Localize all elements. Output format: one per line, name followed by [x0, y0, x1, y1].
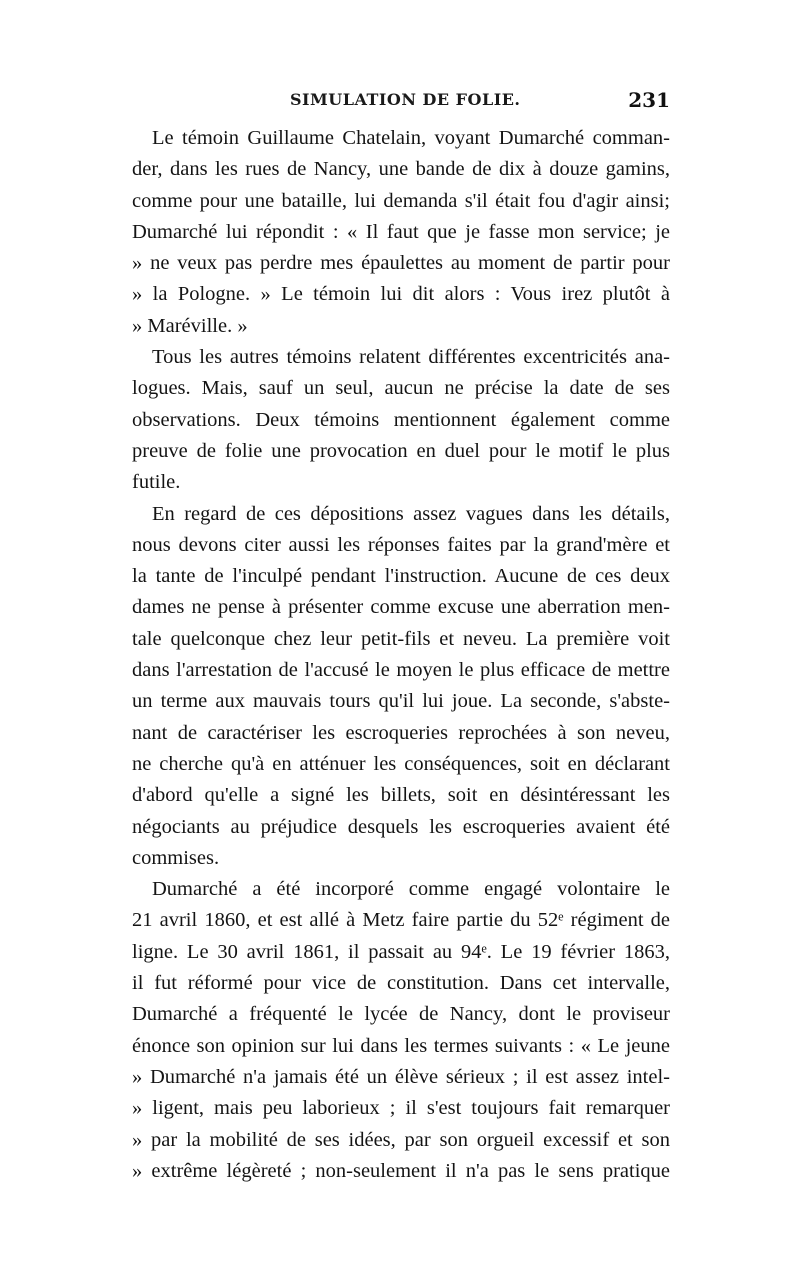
text-line: observations. Deux témoins mentionnent également comme — [132, 408, 670, 431]
text-line: » ne veux pas perdre mes épaulettes au moment de partir pour — [132, 252, 670, 275]
text-line: nous devons citer aussi les réponses faites par la grand'mère et — [132, 533, 670, 556]
text-line: Dumarché a fréquenté le lycée de Nancy, dont le proviseur — [132, 1003, 670, 1026]
text-line: » par la mobilité de ses idées, par son orgueil excessif et son — [132, 1128, 670, 1151]
text-line: dames ne pense à présenter comme excuse une aberration men- — [132, 596, 670, 619]
text-line: En regard de ces dépositions assez vagues dans les détails, — [152, 502, 670, 525]
text-line: Tous les autres témoins relatent différentes excentricités ana- — [152, 346, 670, 369]
text-line: comme pour une bataille, lui demanda s'il était fou d'agir ainsi; — [132, 189, 670, 212]
running-title: SIMULATION DE FOLIE. — [290, 90, 521, 109]
text-line: ne cherche qu'à en atténuer les conséquences, soit en déclarant — [132, 752, 670, 775]
text-line: » ligent, mais peu laborieux ; il s'est toujours fait remarquer — [132, 1097, 670, 1120]
paragraph-3 — [132, 499, 670, 875]
text-line: logues. Mais, sauf un seul, aucun ne précise la date de ses — [132, 377, 670, 400]
page-number: 231 — [628, 88, 670, 112]
text-line: commises. — [132, 846, 220, 869]
running-head — [132, 90, 670, 120]
text-line: énonce son opinion sur lui dans les termes suivants : « Le jeune — [132, 1034, 670, 1057]
text-line: nant de caractériser les escroqueries reprochées à son neveu, — [132, 721, 670, 744]
text-line: un terme aux mauvais tours qu'il lui joue. La seconde, s'abste- — [132, 690, 670, 713]
text-line: il fut réformé pour vice de constitution. Dans cet intervalle, — [132, 972, 670, 995]
text-line: tale quelconque chez leur petit-fils et neveu. La première voit — [132, 627, 670, 650]
text-line: futile. — [132, 471, 181, 494]
paragraph-1 — [132, 123, 670, 342]
paragraph-2 — [132, 342, 670, 498]
text-line: ligne. Le 30 avril 1861, il passait au 94ᵉ. Le 19 février 1863, — [132, 940, 670, 963]
paragraph-4 — [132, 874, 670, 1187]
text-line: dans l'arrestation de l'accusé le moyen le plus efficace de mettre — [132, 659, 670, 682]
text-line: preuve de folie une provocation en duel pour le motif le plus — [132, 439, 670, 462]
text-line: la tante de l'inculpé pendant l'instruction. Aucune de ces deux — [132, 565, 670, 588]
text-line: 21 avril 1860, et est allé à Metz faire partie du 52ᵉ régiment de — [132, 909, 670, 932]
text-line: d'abord qu'elle a signé les billets, soit en désintéressant les — [132, 784, 670, 807]
text-line: Dumarché a été incorporé comme engagé volontaire le — [152, 878, 670, 901]
text-line: » extrême légèreté ; non-seulement il n'a pas le sens pratique — [132, 1159, 670, 1182]
text-line: Dumarché lui répondit : « Il faut que je fasse mon service; je — [132, 220, 670, 243]
text-line: der, dans les rues de Nancy, une bande de dix à douze gamins, — [132, 158, 670, 181]
text-line: » la Pologne. » Le témoin lui dit alors : Vous irez plutôt à — [132, 283, 670, 306]
text-line: » Dumarché n'a jamais été un élève sérieux ; il est assez intel- — [132, 1065, 670, 1088]
text-line: Le témoin Guillaume Chatelain, voyant Dumarché comman- — [152, 127, 670, 149]
text-line: négociants au préjudice desquels les escroqueries avaient été — [132, 815, 670, 838]
text-line: » Maréville. » — [132, 314, 248, 337]
body-text — [132, 123, 670, 1187]
